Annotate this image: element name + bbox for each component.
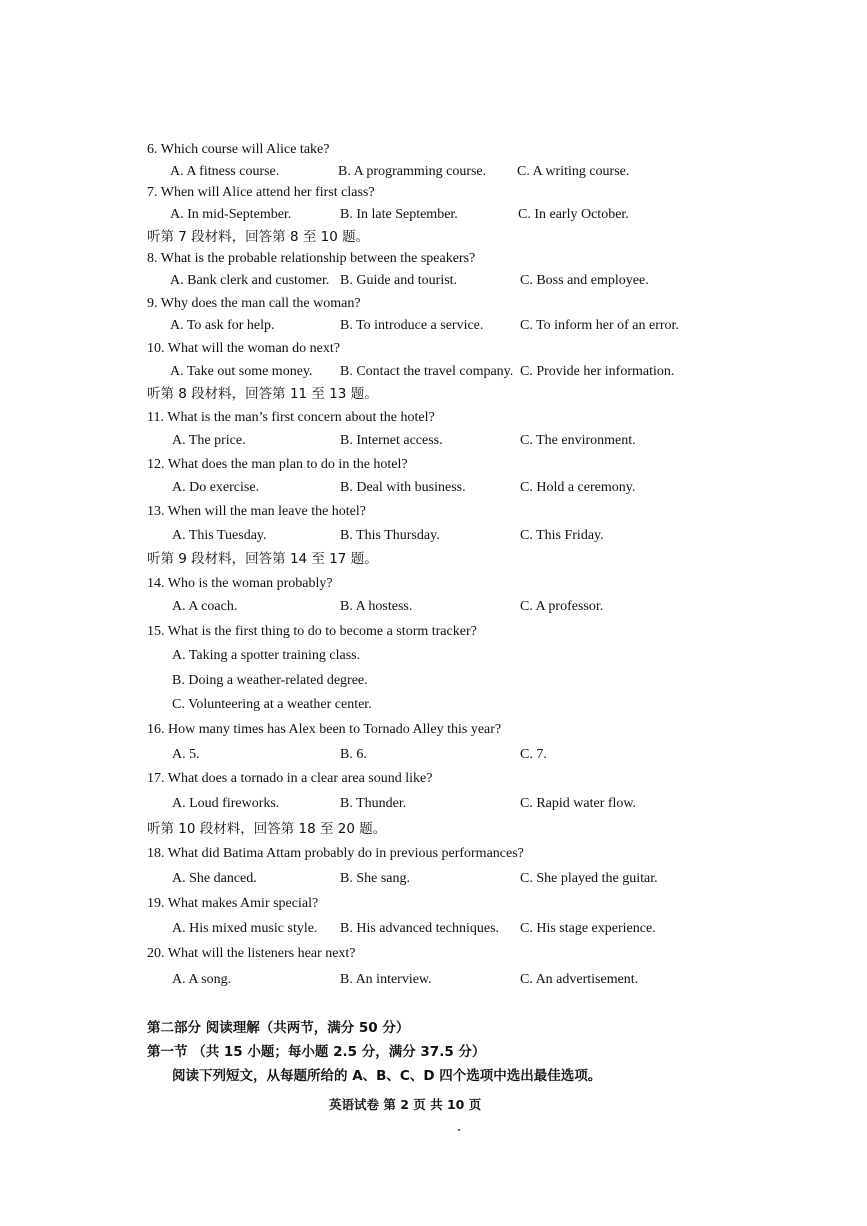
option-20a: A. A song. [172,972,232,987]
option-6a: A. A fitness course. [170,164,280,179]
option-16c: C. 7. [520,747,547,762]
option-20c: C. An advertisement. [520,972,639,987]
option-18a: A. She danced. [172,871,257,886]
option-13c: C. This Friday. [520,528,604,543]
option-11b: B. Internet access. [340,433,443,448]
question-11: 11. What is the man’s first concern about the hotel? [147,410,435,425]
option-19b: B. His advanced techniques. [340,921,500,936]
question-19: 19. What makes Amir special? [147,896,319,911]
option-11a: A. The price. [172,433,246,448]
question-8: 8. What is the probable relationship between the speakers? [147,251,476,266]
scan-speck [458,1129,460,1131]
part2-title: 第二部分 阅读理解（共两节，满分 50 分） [147,1020,410,1036]
option-9a: A. To ask for help. [170,318,275,333]
option-9c: C. To inform her of an error. [520,318,679,333]
option-20b: B. An interview. [340,972,432,987]
material-10-header: 听第 10 段材料，回答第 18 至 20 题。 [147,821,387,837]
question-13: 13. When will the man leave the hotel? [147,504,367,519]
question-14: 14. Who is the woman probably? [147,576,333,591]
option-17a: A. Loud fireworks. [172,796,280,811]
option-12a: A. Do exercise. [172,480,260,495]
option-6c: C. A writing course. [517,164,630,179]
option-7a: A. In mid-September. [170,207,292,222]
material-7-header: 听第 7 段材料，回答第 8 至 10 题。 [147,229,370,245]
part2-subtitle: 第一节 （共 15 小题；每小题 2.5 分，满分 37.5 分） [147,1044,486,1060]
option-12b: B. Deal with business. [340,480,466,495]
option-18b: B. She sang. [340,871,410,886]
option-15a: A. Taking a spotter training class. [172,648,361,663]
option-7b: B. In late September. [340,207,458,222]
option-19a: A. His mixed music style. [172,921,318,936]
option-15b: B. Doing a weather-related degree. [172,673,368,688]
option-14b: B. A hostess. [340,599,413,614]
option-16a: A. 5. [172,747,200,762]
option-6b: B. A programming course. [338,164,487,179]
option-14c: C. A professor. [520,599,604,614]
question-9: 9. Why does the man call the woman? [147,296,361,311]
question-7: 7. When will Alice attend her first class? [147,185,375,200]
part2-instruction: 阅读下列短文，从每题所给的 A、B、C、D 四个选项中选出最佳选项。 [172,1068,602,1084]
option-10a: A. Take out some money. [170,364,313,379]
option-9b: B. To introduce a service. [340,318,484,333]
option-8b: B. Guide and tourist. [340,273,458,288]
option-16b: B. 6. [340,747,367,762]
question-6: 6. Which course will Alice take? [147,142,330,157]
option-13a: A. This Tuesday. [172,528,267,543]
option-11c: C. The environment. [520,433,636,448]
question-18: 18. What did Batima Attam probably do in previous performances? [147,846,524,861]
option-10b: B. Contact the travel company. [340,364,514,379]
question-17: 17. What does a tornado in a clear area sound like? [147,771,433,786]
option-13b: B. This Thursday. [340,528,440,543]
material-8-header: 听第 8 段材料，回答第 11 至 13 题。 [147,386,378,402]
question-10: 10. What will the woman do next? [147,341,340,356]
option-17b: B. Thunder. [340,796,407,811]
material-9-header: 听第 9 段材料，回答第 14 至 17 题。 [147,551,378,567]
option-8a: A. Bank clerk and customer. [170,273,330,288]
question-12: 12. What does the man plan to do in the hotel? [147,457,408,472]
option-18c: C. She played the guitar. [520,871,658,886]
question-16: 16. How many times has Alex been to Tornado Alley this year? [147,722,502,737]
question-15: 15. What is the first thing to do to become a storm tracker? [147,624,477,639]
option-12c: C. Hold a ceremony. [520,480,636,495]
option-17c: C. Rapid water flow. [520,796,637,811]
option-8c: C. Boss and employee. [520,273,649,288]
page-footer: 英语试卷 第 2 页 共 10 页 [329,1097,482,1112]
option-19c: C. His stage experience. [520,921,656,936]
option-10c: C. Provide her information. [520,364,675,379]
option-15c: C. Volunteering at a weather center. [172,697,372,712]
option-14a: A. A coach. [172,599,238,614]
option-7c: C. In early October. [518,207,629,222]
question-20: 20. What will the listeners hear next? [147,946,356,961]
